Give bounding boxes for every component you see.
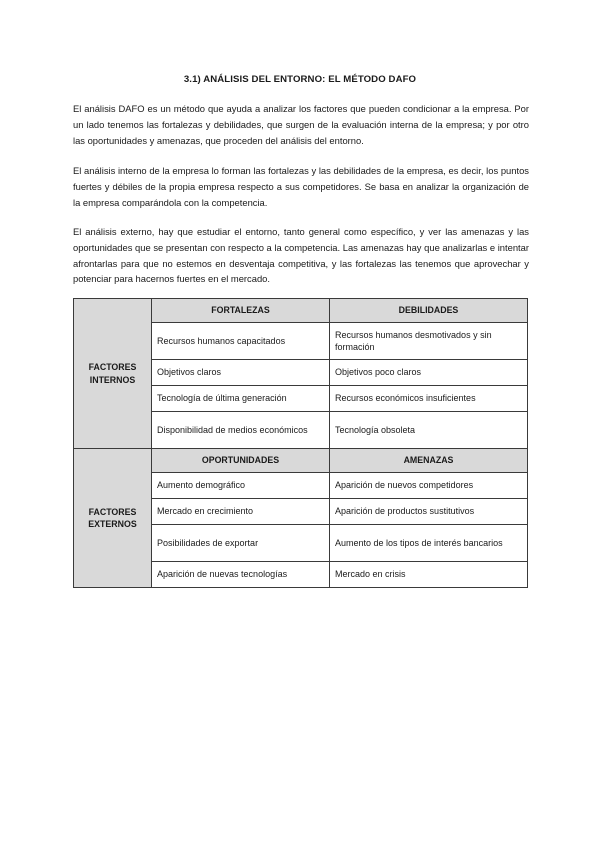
table-cell: Recursos humanos desmotivados y sin formación	[330, 323, 528, 360]
side-label-external: FACTORES EXTERNOS	[74, 449, 152, 588]
table-header-row-internal	[74, 299, 528, 323]
table-cell: Objetivos claros	[152, 360, 330, 386]
table-cell: Recursos humanos capacitados	[152, 323, 330, 360]
table-cell: Mercado en crisis	[330, 562, 528, 588]
header-fortalezas: FORTALEZAS	[152, 299, 330, 323]
table-cell: Aparición de nuevos competidores	[330, 473, 528, 499]
paragraph-intro: El análisis DAFO es un método que ayuda a analizar los factores que pueden condicionar a la empresa. Por un lado tenemos las fortalezas y debilidades, que surgen de la evaluación interna de la empresa; y por otro las oportunidades y amenazas, que proceden del análisis del entorno.	[73, 103, 529, 146]
header-debilidades: DEBILIDADES	[330, 299, 528, 323]
header-oportunidades: OPORTUNIDADES	[152, 449, 330, 473]
table-header-row-external	[74, 449, 528, 473]
table-cell: Aumento demográfico	[152, 473, 330, 499]
table-cell: Tecnología obsoleta	[330, 412, 528, 449]
table-cell: Tecnología de última generación	[152, 386, 330, 412]
header-amenazas: AMENAZAS	[330, 449, 528, 473]
table-cell: Aumento de los tipos de interés bancarios	[330, 525, 528, 562]
table-cell: Mercado en crecimiento	[152, 499, 330, 525]
paragraph-internal-analysis: El análisis interno de la empresa lo forman las fortalezas y las debilidades de la empresa, es decir, los puntos fuertes y débiles de la propia empresa respecto a sus competidores. Se basa en analizar la organización de la empresa comparándola con la competencia.	[73, 165, 529, 208]
dafo-table	[73, 298, 528, 588]
side-label-internal: FACTORES INTERNOS	[74, 299, 152, 449]
table-cell: Posibilidades de exportar	[152, 525, 330, 562]
table-cell: Disponibilidad de medios económicos	[152, 412, 330, 449]
table-cell: Recursos económicos insuficientes	[330, 386, 528, 412]
table-cell: Aparición de nuevas tecnologías	[152, 562, 330, 588]
paragraph-external-analysis: El análisis externo, hay que estudiar el entorno, tanto general como específico, y ver las amenazas y las oportunidades que se presentan con respecto a la competencia. Las amenazas hay que analizarlas e intentar afrontarlas para que no estemos en desventaja competitiva, y las fortalezas las tenemos que aprovechar y potenciar para hacernos fuertes en el mercado.	[73, 226, 529, 285]
table-cell: Objetivos poco claros	[330, 360, 528, 386]
table-cell: Aparición de productos sustitutivos	[330, 499, 528, 525]
page-title: 3.1) ANÁLISIS DEL ENTORNO: EL MÉTODO DAFO	[183, 74, 417, 85]
